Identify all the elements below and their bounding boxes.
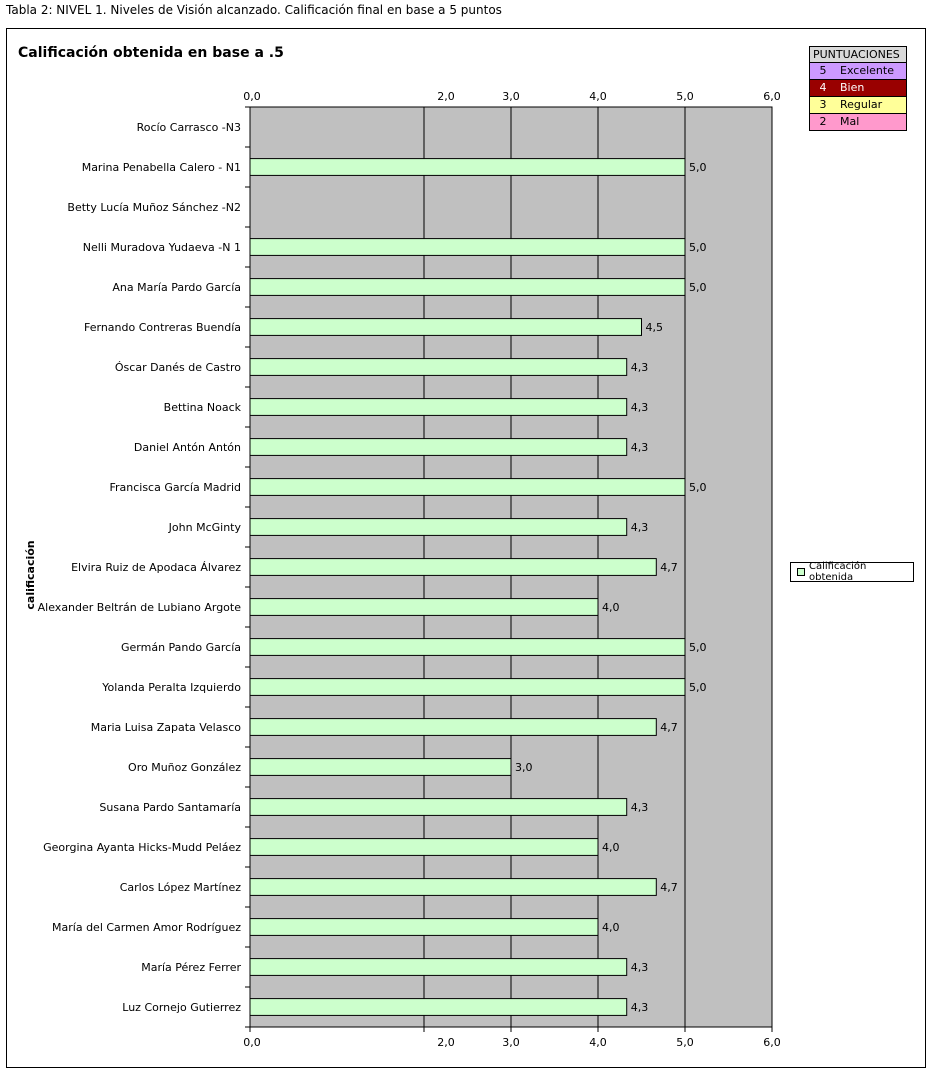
category-label: María del Carmen Amor Rodríguez xyxy=(52,921,241,934)
scoring-row-score: 3 xyxy=(819,98,827,111)
value-label: 4,7 xyxy=(660,721,678,734)
x-tick-label: 4,0 xyxy=(589,1036,607,1049)
x-tick-label: 5,0 xyxy=(676,90,694,103)
x-tick-label: 0,0 xyxy=(243,1036,261,1049)
bar xyxy=(250,839,598,856)
value-label: 4,3 xyxy=(630,401,649,414)
category-label: Marina Penabella Calero - N1 xyxy=(81,161,241,174)
bar xyxy=(250,679,685,696)
value-label: 4,3 xyxy=(630,441,649,454)
value-label: 5,0 xyxy=(689,681,707,694)
scoring-row-score: 4 xyxy=(819,81,827,94)
x-tick-label: 3,0 xyxy=(502,1036,520,1049)
value-label: 5,0 xyxy=(689,481,707,494)
category-label: Óscar Danés de Castro xyxy=(114,361,241,374)
bar xyxy=(250,439,627,456)
bar xyxy=(250,959,627,976)
category-label: Susana Pardo Santamaría xyxy=(99,801,241,814)
legend xyxy=(790,562,914,582)
value-label: 5,0 xyxy=(689,281,707,294)
scoring-row-label: Regular xyxy=(840,98,883,111)
value-label: 4,3 xyxy=(630,1001,649,1014)
category-label: Alexander Beltrán de Lubiano Argote xyxy=(37,601,241,614)
category-label: Luz Cornejo Gutierrez xyxy=(122,1001,241,1014)
category-labels xyxy=(38,107,250,1027)
value-label: 4,7 xyxy=(660,881,678,894)
value-label: 4,3 xyxy=(630,361,649,374)
category-label: Francisca García Madrid xyxy=(109,481,241,494)
bar xyxy=(250,159,685,176)
bar xyxy=(250,759,511,776)
category-label: Rocío Carrasco -N3 xyxy=(136,121,241,134)
scoring-row xyxy=(810,63,906,79)
x-tick-label: 0,0 xyxy=(243,90,261,103)
category-label: Germán Pando García xyxy=(121,641,241,654)
x-tick-label: 2,0 xyxy=(437,1036,455,1049)
value-label: 3,0 xyxy=(515,761,533,774)
value-label: 5,0 xyxy=(689,241,707,254)
category-label: Ana María Pardo García xyxy=(112,281,241,294)
x-tick-label: 4,0 xyxy=(589,90,607,103)
bar xyxy=(250,599,598,616)
category-label: María Pérez Ferrer xyxy=(141,961,241,974)
category-label: Maria Luisa Zapata Velasco xyxy=(90,721,241,734)
category-label: Daniel Antón Antón xyxy=(133,441,241,454)
bar xyxy=(250,279,685,296)
value-label: 4,3 xyxy=(630,801,649,814)
table-caption: Tabla 2: NIVEL 1. Niveles de Visión alcanzado. Calificación final en base a 5 puntos xyxy=(6,3,502,17)
x-tick-label: 2,0 xyxy=(437,90,455,103)
x-tick-label: 6,0 xyxy=(763,90,781,103)
y-axis-label: calificación xyxy=(24,540,37,610)
x-axis-ticks-bottom xyxy=(243,1027,781,1049)
chart-title: Calificación obtenida en base a .5 xyxy=(18,45,284,61)
bar xyxy=(250,479,685,496)
bar xyxy=(250,559,656,576)
value-label: 4,3 xyxy=(630,521,649,534)
value-label: 5,0 xyxy=(689,641,707,654)
scoring-table xyxy=(809,46,907,131)
category-label: Bettina Noack xyxy=(163,401,241,414)
category-label: Fernando Contreras Buendía xyxy=(84,321,241,334)
legend-swatch xyxy=(797,568,805,576)
bar xyxy=(250,359,627,376)
scoring-row-label: Excelente xyxy=(840,64,894,77)
scoring-row-score: 2 xyxy=(819,115,827,128)
category-label: Betty Lucía Muñoz Sánchez -N2 xyxy=(67,201,241,214)
scoring-row-score: 5 xyxy=(819,64,827,77)
bar xyxy=(250,239,685,256)
category-label: Oro Muñoz González xyxy=(128,761,241,774)
bar xyxy=(250,639,685,656)
value-label: 4,3 xyxy=(630,961,649,974)
bar xyxy=(250,879,656,896)
bar xyxy=(250,999,627,1016)
category-label: Elvira Ruiz de Apodaca Álvarez xyxy=(71,561,241,574)
bar xyxy=(250,919,598,936)
value-label: 4,7 xyxy=(660,561,678,574)
scoring-row xyxy=(810,96,906,113)
x-tick-label: 5,0 xyxy=(676,1036,694,1049)
value-label: 4,5 xyxy=(645,321,663,334)
category-label: Yolanda Peralta Izquierdo xyxy=(102,681,241,694)
scoring-row-label: Mal xyxy=(840,115,860,128)
bar xyxy=(250,719,656,736)
scoring-row-label: Bien xyxy=(840,81,865,94)
x-axis-ticks-top xyxy=(243,90,781,103)
scoring-row xyxy=(810,79,906,96)
bar xyxy=(250,519,627,536)
bar xyxy=(250,799,627,816)
value-label: 5,0 xyxy=(689,161,707,174)
legend-label: Calificación obtenida xyxy=(809,561,867,583)
value-label: 4,0 xyxy=(602,921,620,934)
category-label: Nelli Muradova Yudaeva -N 1 xyxy=(82,241,241,254)
scoring-row xyxy=(810,113,906,130)
bar xyxy=(250,319,642,336)
value-label: 4,0 xyxy=(602,601,620,614)
category-label: John McGinty xyxy=(168,521,241,534)
x-tick-label: 6,0 xyxy=(763,1036,781,1049)
category-label: Georgina Ayanta Hicks-Mudd Peláez xyxy=(43,841,241,854)
category-label: Carlos López Martínez xyxy=(119,881,241,894)
value-label: 4,0 xyxy=(602,841,620,854)
scoring-table-header: PUNTUACIONES xyxy=(810,47,906,63)
x-tick-label: 3,0 xyxy=(502,90,520,103)
bar xyxy=(250,399,627,416)
